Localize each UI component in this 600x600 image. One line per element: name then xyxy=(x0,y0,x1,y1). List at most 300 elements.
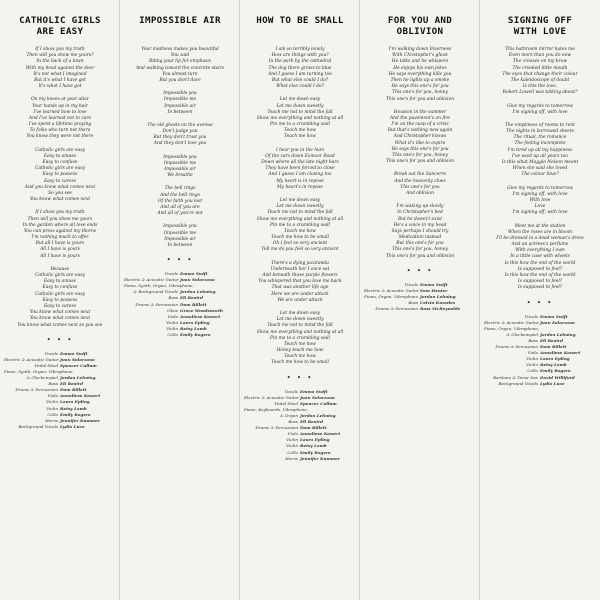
lyric-line: You can press against my thorns xyxy=(23,228,97,234)
lyric-line: Is supposed to feel? xyxy=(517,285,563,291)
lyric-line: This one's for you, honey xyxy=(392,153,448,158)
lyric-line: Your hands up in my hair xyxy=(32,103,88,109)
lyric-stanza xyxy=(242,47,358,90)
lyric-line: He says this one's for you xyxy=(391,84,449,90)
credit-person: Dom Billett xyxy=(540,344,567,350)
lyric-line: What else could I do? xyxy=(276,84,324,90)
separator-gap xyxy=(242,382,358,389)
credit-role: Viola xyxy=(167,313,178,319)
lyric-line: So you see xyxy=(48,190,72,196)
lyric-line: The ritual, the romance xyxy=(513,135,567,141)
stanza-gap xyxy=(362,260,478,267)
lyric-line: I'm walking down Inverness xyxy=(388,47,452,52)
lyric-line: Easy to amuse xyxy=(43,153,77,159)
credit-person: Juan Solorzano xyxy=(540,319,575,325)
lyric-line: I'm nothing much to offer xyxy=(31,235,89,241)
lyric-line: I am so terribly lonely xyxy=(275,47,325,52)
credit-role: Piano, Keyboards, Vibraphone, xyxy=(244,406,308,412)
credit-person: Juan Solorzano xyxy=(180,277,215,283)
lyric-line: It's not what I imagined xyxy=(33,71,87,77)
credit-role: Cello xyxy=(527,368,538,374)
lyric-line: I'll be dressed in a dead woman's dress xyxy=(496,235,584,241)
lyric-stanza xyxy=(122,123,238,148)
credit-person: Dom Billett xyxy=(300,425,327,431)
credit-person: Laura Epling xyxy=(180,319,210,325)
lyric-line: With Christopher's ghost xyxy=(392,53,448,59)
separator-dots: • • • xyxy=(526,298,554,307)
credit-person: Calvin Knowles xyxy=(420,300,456,306)
credit-row xyxy=(362,306,478,312)
credit-person: Laura Epling xyxy=(540,356,570,362)
credit-role: Viola xyxy=(47,393,58,399)
lyric-line: He's a voice in my head xyxy=(393,222,447,228)
credit-role: & Organ xyxy=(280,413,298,418)
credits-list xyxy=(482,314,598,387)
lyric-line: Then will you show me yours xyxy=(27,216,93,222)
song-column-impossible-air xyxy=(122,0,238,600)
lyric-line: Catholic girls are easy xyxy=(35,147,85,153)
lyric-line: The eyes that change their colour xyxy=(502,71,578,77)
lyric-line: And all of you are xyxy=(160,204,200,210)
credit-row xyxy=(122,332,238,338)
lyric-line: Impossible you xyxy=(163,224,197,230)
lyric-line: Is this how the end of the world xyxy=(504,260,576,266)
credit-role: Electric & Acoustic Guitar xyxy=(124,277,179,283)
credit-person: David Williford xyxy=(540,374,575,380)
lyric-line: This one's for you xyxy=(400,184,440,190)
lyric-line: Impossible air xyxy=(164,236,196,242)
song-column-catholic-girls xyxy=(2,0,118,600)
lyric-line: That was another life ago xyxy=(271,285,329,291)
lyric-stanza xyxy=(482,224,598,292)
lyric-line: This one's for you, honey xyxy=(392,247,448,253)
credit-person: Grace Woodsworth xyxy=(180,307,223,313)
lyric-line: I'm signing off, with love xyxy=(512,191,568,197)
lyric-line: But all I have is yours xyxy=(35,241,85,247)
column-divider xyxy=(479,0,480,600)
song-title: FOR YOU AND OBLIVION xyxy=(387,15,453,37)
credit-role: Vocals xyxy=(44,350,58,356)
credit-role: & Glockenspiel xyxy=(506,331,538,337)
lyric-stanza xyxy=(242,198,358,254)
lyric-line: Catholic girls are easy xyxy=(35,291,85,297)
lyric-line: The kaleidoscope of doubt xyxy=(510,77,570,83)
lyric-line: Is supposed to feel? xyxy=(517,279,563,285)
lyric-stanza xyxy=(122,91,238,116)
lyric-line: He enjoys his own jokes xyxy=(393,65,447,71)
credit-person: Laura Epling xyxy=(300,437,330,443)
credit-person: Jordan Lehning xyxy=(180,289,216,295)
lyric-line: The crooked little mouth xyxy=(512,65,568,71)
lyric-line: When she said she loved xyxy=(512,166,568,172)
lyric-line: The emptiness of rooms to rent xyxy=(505,122,575,128)
credit-person: Betsy Lamb xyxy=(180,325,207,331)
lyric-line: Easy to possess xyxy=(42,172,78,178)
song-column-how-to-be-small xyxy=(242,0,358,600)
credit-person: Emily Rogers xyxy=(60,411,91,417)
credit-role: Bass xyxy=(528,337,538,343)
lyric-line: And an actress's perfume xyxy=(511,242,569,248)
credit-person: Annaliese Kowert xyxy=(60,393,101,399)
lyric-line: In the garden where all love ends xyxy=(22,222,98,228)
lyric-line: How are things with you? xyxy=(271,53,329,59)
lyric-line: This one's for you and oblivion xyxy=(385,96,455,102)
lyric-line: My heart's in repose xyxy=(277,184,323,190)
stanza-gap xyxy=(482,179,598,186)
lyric-line: Then will you show me yours? xyxy=(26,53,94,59)
lyric-line: Is this what Maggie Nelson meant xyxy=(501,160,579,165)
lyric-line: And walking toward the concrete stairs xyxy=(136,65,224,71)
lyric-line: But he doesn't exist xyxy=(397,216,443,222)
stanza-gap xyxy=(2,260,118,267)
credit-role: Electric & Acoustic Guitar xyxy=(4,356,59,362)
credit-role: Horns xyxy=(285,455,298,461)
credit-person: Dom Billett xyxy=(180,301,207,307)
lyric-line: With love xyxy=(529,197,551,203)
credit-role: Violin xyxy=(46,399,58,405)
credit-role: Violin xyxy=(166,325,178,331)
lyric-line: If I show you my truth xyxy=(35,210,85,216)
lyric-line: In between xyxy=(167,109,193,115)
lyric-stanza xyxy=(482,123,598,179)
lyric-line: In between xyxy=(167,242,193,248)
lyric-line: Teach me how xyxy=(284,354,316,360)
stanza-gap xyxy=(2,329,118,336)
credits-list xyxy=(2,351,118,430)
lyric-line: You know what comes next xyxy=(29,310,91,316)
lyric-stanza xyxy=(482,47,598,97)
lyric-stanza xyxy=(2,267,118,329)
credit-person: Ross McReynolds xyxy=(420,306,461,312)
separator-gap xyxy=(2,344,118,351)
credit-role: Viola xyxy=(287,431,298,437)
stanza-gap xyxy=(362,103,478,110)
lyric-line: If I show you my truth xyxy=(35,47,85,52)
lyric-line: Robert Lowell was talking about? xyxy=(502,90,578,96)
credit-role: Pedal Steel xyxy=(34,362,58,368)
lyric-line: Let me down sweetly xyxy=(276,317,324,323)
lyric-line: And Christopher knows xyxy=(393,134,447,140)
lyric-line: And they don't love you xyxy=(153,141,207,147)
lyric-line: Show me everything and nothing at all xyxy=(256,329,344,335)
song-column-for-you-and-oblivion xyxy=(362,0,478,600)
stanza-gap xyxy=(242,191,358,198)
lyric-line: Teach me how xyxy=(284,228,316,234)
lyric-line: Then he lights up a smoke xyxy=(390,77,450,83)
credit-person: Emma Swift xyxy=(420,281,448,287)
lyric-line: Meet me at the station xyxy=(514,223,566,229)
credit-person: Annaliese Kowert xyxy=(180,313,221,319)
lyric-stanza xyxy=(242,261,358,304)
lyric-line: We breathe xyxy=(167,173,193,179)
credit-person: Eli Beaird xyxy=(180,295,203,301)
lyric-line: Honey teach me how xyxy=(276,348,324,354)
lyric-line: I'm tired up all my happiness xyxy=(507,147,573,153)
lyric-line: Love xyxy=(534,204,546,210)
lyric-line: Let me down easy xyxy=(279,197,321,203)
lyric-line: And oblivion xyxy=(406,190,434,196)
lyric-line: Pin me to a crumbling wall xyxy=(270,222,330,228)
credit-role: Electric & Acoustic Guitar xyxy=(364,287,419,293)
lyric-line: Impossible you xyxy=(163,154,197,160)
stanza-gap xyxy=(122,179,238,186)
stanza-gap xyxy=(482,292,598,299)
lyric-line: Says perhaps I should try xyxy=(391,228,449,234)
lyric-line: Your madness makes you beautiful xyxy=(141,47,219,52)
credit-role: Piano, Synth, Organ, Vibraphone, xyxy=(124,283,194,289)
lyric-line: I'm waking up slowly xyxy=(396,204,444,210)
lyric-line: Underneath her I once sat xyxy=(270,266,330,272)
credit-person: Annaliese Kowert xyxy=(300,431,341,437)
lyric-line: Because xyxy=(50,266,70,272)
lyric-line: Show me everything and nothing at all xyxy=(256,115,344,121)
lyric-line: He talks and he whispers xyxy=(391,59,449,65)
stanza-gap xyxy=(362,165,478,172)
lyric-stanza xyxy=(122,47,238,84)
credits-list xyxy=(242,389,358,462)
lyric-line: Here we are under attack xyxy=(271,291,329,297)
lyric-line: This one's for you, honey xyxy=(392,90,448,96)
lyric-stanza xyxy=(362,204,478,260)
lyric-line: I'm signing off, with love xyxy=(512,210,568,216)
credit-role: Bass xyxy=(168,295,178,301)
lyric-line: In a little case with wheels xyxy=(510,254,570,260)
credit-role: Cello xyxy=(287,449,298,455)
lyric-line: And I guess I am closing too xyxy=(268,172,332,178)
lyric-line: The dog there grows to blue xyxy=(268,65,332,71)
credit-person: Betsy Lamb xyxy=(540,362,567,368)
credit-person: Betsy Lamb xyxy=(60,405,87,411)
lyric-stanza xyxy=(242,311,358,367)
lyric-stanza xyxy=(362,47,478,103)
lyric-line: But you don't dare xyxy=(159,77,201,83)
stanza-gap xyxy=(2,203,118,210)
lyric-line: Give my regards to tomorrow xyxy=(507,185,573,191)
credit-role: Bass xyxy=(288,419,298,425)
lyric-line: But it's what I have got xyxy=(34,77,86,83)
lyric-line: Impossible me xyxy=(163,97,197,103)
credit-role: Vocals xyxy=(164,271,178,277)
lyric-line: In the park by the cathedral xyxy=(268,59,332,65)
credit-role: Piano, Synth, Organ, Vibraphone, xyxy=(4,368,74,374)
lyric-line: Easy to possess xyxy=(42,297,78,303)
lyric-line: Houston in the summer xyxy=(393,109,447,115)
song-title: CATHOLIC GIRLS ARE EASY xyxy=(19,15,101,37)
lyric-line: Catholic girls are easy xyxy=(35,273,85,278)
stanza-gap xyxy=(2,141,118,148)
lyric-line: This bathroom mirror hates me xyxy=(505,47,575,52)
lyric-line: But that's nothing new again xyxy=(387,128,453,134)
credit-role: Horns xyxy=(45,417,58,423)
credit-row xyxy=(482,381,598,387)
lyric-line: Teach me how to be small xyxy=(271,235,329,241)
stanza-gap xyxy=(122,116,238,123)
credit-role: & Background Vocals xyxy=(133,289,178,295)
lyric-line: The colour blue? xyxy=(521,172,559,178)
credit-role: Background Vocals xyxy=(18,423,58,429)
lyric-line: Down where all the late night bars xyxy=(261,160,339,165)
lyric-line: Easy to amuse xyxy=(43,279,77,285)
credit-role: Electric & Acoustic Guitar xyxy=(244,394,299,400)
credit-person: Betsy Lamb xyxy=(300,443,327,449)
lyric-line: Of the cars down Exmoor Road xyxy=(265,153,335,159)
stanza-gap xyxy=(122,148,238,155)
lyric-line: Teach me not to mind the fall xyxy=(267,323,333,329)
credit-person: Emma Swift xyxy=(300,388,328,394)
lyric-line: Of the faith you lost xyxy=(157,198,203,204)
lyric-line: There's a dying jacaranda xyxy=(271,260,329,266)
credit-role: Drums & Percussion xyxy=(375,306,418,312)
stanza-gap xyxy=(242,141,358,148)
credit-person: Laura Epling xyxy=(60,399,90,405)
credit-role: Bass xyxy=(408,300,418,306)
lyric-line: Pin me to a crumbling wall xyxy=(270,122,330,128)
credit-role: Vocals xyxy=(284,388,298,394)
lyric-stanza xyxy=(2,97,118,140)
stanza-gap xyxy=(122,84,238,91)
credit-person: Lydia Luce xyxy=(60,423,85,429)
lyric-line: Teach me how xyxy=(284,128,316,134)
lyric-line: And I guess I am turning too xyxy=(268,71,332,77)
credit-role: Cello xyxy=(167,332,178,337)
credit-person: Jordan Lehning xyxy=(60,375,96,381)
lyric-line: Easy to confuse xyxy=(42,160,78,165)
stanza-gap xyxy=(242,90,358,97)
lyric-line: You know what comes next xyxy=(29,316,91,322)
lyrics-body xyxy=(242,47,358,462)
credits-list xyxy=(362,282,478,312)
lyric-stanza xyxy=(2,47,118,90)
stanza-gap xyxy=(122,217,238,224)
credit-person: Emily Rogers xyxy=(180,332,211,337)
stanza-gap xyxy=(242,304,358,311)
credit-role: Drums & Percussion xyxy=(255,425,298,431)
lyric-stanza xyxy=(122,224,238,249)
lyric-line: And the heavenly clues xyxy=(394,178,446,184)
lyric-line: Impossible air xyxy=(164,167,196,172)
lyric-line: Let me down sweetly xyxy=(276,204,324,210)
stanza-gap xyxy=(482,116,598,123)
credit-role: Pedal Steel xyxy=(274,400,298,406)
lyric-line: I've used up all yours too xyxy=(512,153,568,159)
lyric-line: To folks who turn not there xyxy=(29,128,91,134)
song-title: HOW TO BE SMALL xyxy=(256,15,344,26)
credit-person: Juan Solorzano xyxy=(60,356,95,362)
separator-dots: • • • xyxy=(406,266,434,275)
credit-role: & Glockenspiel xyxy=(26,375,58,381)
lyric-line: Impossible me xyxy=(163,230,197,236)
separator-dots: • • • xyxy=(166,256,194,265)
lyric-line: But what else could I do? xyxy=(271,77,329,83)
lyric-line: The nights in borrowed sheets xyxy=(506,129,574,135)
lyric-line: He says everything kills you xyxy=(388,71,452,77)
lyric-line: All I have is yours xyxy=(40,247,80,253)
lyric-stanza xyxy=(2,148,118,204)
credit-person: Eli Beaird xyxy=(540,337,563,343)
separator-gap xyxy=(362,275,478,282)
lyric-line: You know what comes next so you see xyxy=(17,322,103,328)
credit-role: Drums & Percussion xyxy=(15,387,58,393)
lyric-line: You know what comes next xyxy=(29,197,91,203)
lyric-line: The creases on my brow xyxy=(512,59,568,65)
lyric-line: It's what I have got xyxy=(38,84,82,90)
credit-person: Emily Rogers xyxy=(300,449,331,455)
lyrics-body xyxy=(2,47,118,430)
lyric-stanza xyxy=(362,110,478,166)
lyric-line: But they don't trust you xyxy=(153,135,207,141)
lyric-line: My heart is in repose xyxy=(276,178,324,184)
lyric-line: Is this the love, xyxy=(522,84,558,90)
lyric-line: Oh I feel so very ancient xyxy=(272,241,328,247)
lyric-line: Impossible me xyxy=(163,160,197,166)
credit-person: Eli Beaird xyxy=(300,419,323,425)
credits-list xyxy=(122,271,238,338)
credit-person: Dom Billett xyxy=(60,387,87,393)
lyric-line: Easy to confuse xyxy=(42,285,78,291)
lyric-stanza xyxy=(242,148,358,191)
lyric-line: Easy to caress xyxy=(43,303,77,309)
separator-dots: • • • xyxy=(286,373,314,382)
lyric-line: Teach me how xyxy=(284,134,316,140)
credit-person: Eli Beaird xyxy=(60,381,83,387)
lyric-line: Teach me not to mind the fall xyxy=(267,210,333,216)
credit-role: Baritone & Tenor Sax xyxy=(493,374,538,380)
lyrics-body xyxy=(482,47,598,387)
credit-role: Piano, Organ, Vibraphone xyxy=(364,294,418,299)
credit-person: Sam Henter xyxy=(420,287,448,293)
lyric-line: I've spent a lifetime praying xyxy=(28,122,92,128)
lyric-line: They have been forced to close xyxy=(265,166,335,172)
credit-person: Emma Swift xyxy=(60,350,88,356)
credit-person: Jennifer Kummer xyxy=(60,417,100,423)
lyric-line: With everything I own xyxy=(515,248,565,254)
lyric-stanza xyxy=(362,172,478,197)
credit-role: Violin xyxy=(46,405,58,411)
lyric-line: In Christopher's bed xyxy=(397,210,443,216)
lyric-stanza xyxy=(482,104,598,116)
stanza-gap xyxy=(2,90,118,97)
lyric-line: Give my regards to tomorrow xyxy=(507,103,573,109)
lyric-line: Teach me how to be small xyxy=(271,360,329,366)
lyric-line: You said xyxy=(170,53,190,59)
lyric-line: I hear you in the hum xyxy=(275,147,325,153)
lyric-line: Let me down sweetly xyxy=(276,103,324,109)
credit-person: Emma Swift xyxy=(180,271,208,277)
lyric-line: When the roses are in bloom xyxy=(508,229,572,235)
lyric-line: Medication instead xyxy=(398,235,442,241)
credit-role: Violin xyxy=(286,437,298,443)
separator-dots: • • • xyxy=(46,335,74,344)
lyric-line: The bell rings xyxy=(164,186,196,192)
lyric-line: Show me everything and nothing at all xyxy=(256,216,344,222)
lyric-line: I've learned how to love xyxy=(33,109,87,115)
lyrics-body xyxy=(362,47,478,312)
lyric-line: And beneath those purple flowers xyxy=(262,273,338,278)
credit-role: Bass xyxy=(48,381,58,387)
lyric-line: The feeling incomplete xyxy=(514,141,566,147)
column-divider xyxy=(359,0,360,600)
lyric-line: Easy to caress xyxy=(43,178,77,184)
lyric-stanza xyxy=(242,97,358,140)
lyric-line: Let me down easy xyxy=(279,310,321,316)
lyric-line: This one's for you and oblivion xyxy=(385,159,455,165)
credit-person: Emma Swift xyxy=(540,313,568,319)
credit-person: Spencer Cullum xyxy=(60,362,97,368)
credit-person: Annaliese Kowert xyxy=(540,350,581,356)
lyrics-body xyxy=(122,47,238,338)
credit-person: Jennifer Kummer xyxy=(300,455,340,461)
credit-role: Oboe xyxy=(167,307,178,313)
